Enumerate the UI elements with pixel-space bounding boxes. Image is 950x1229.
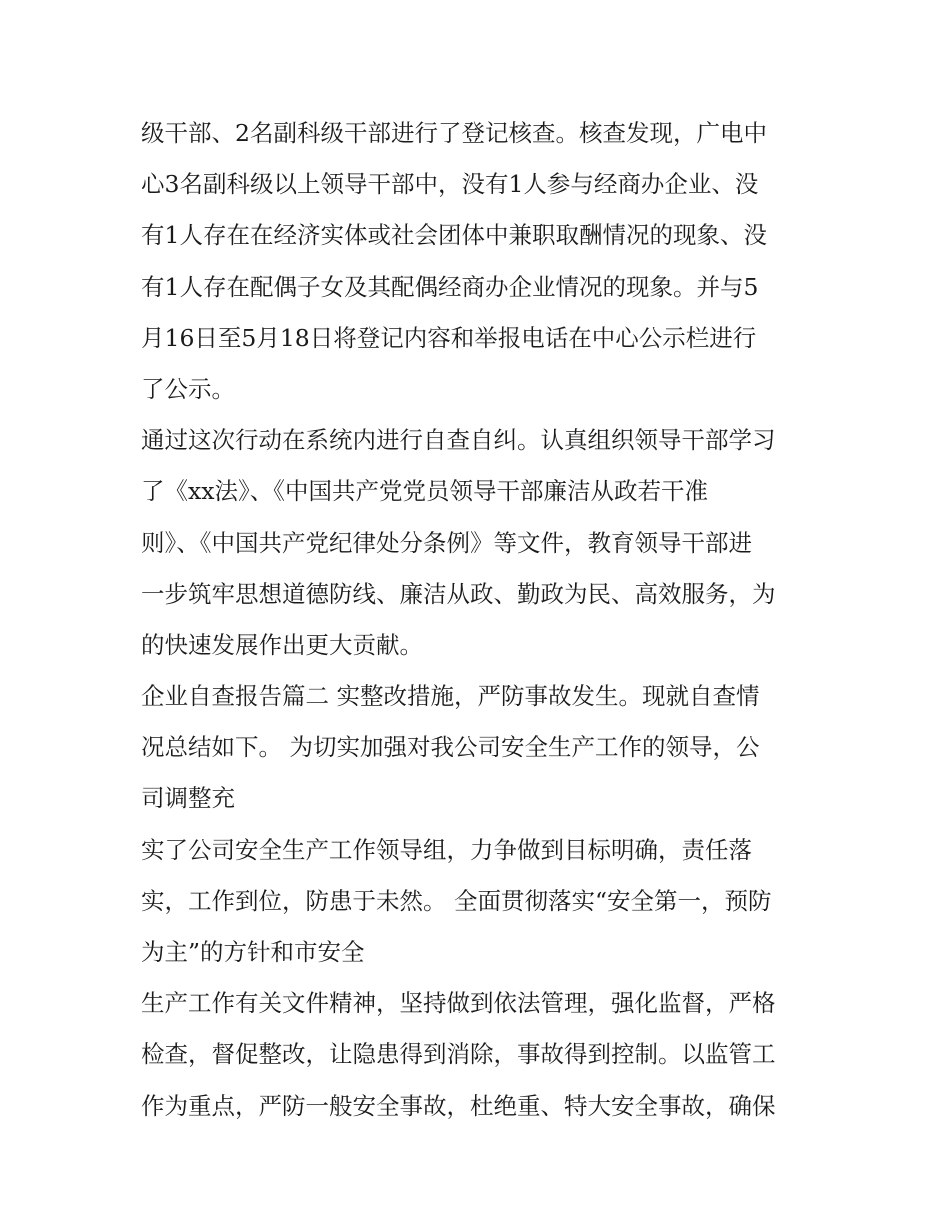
text-line: 级干部、2名副科级干部进行了登记核查。核查发现，广电中 <box>141 119 767 147</box>
text-line: 司调整充 <box>141 784 235 813</box>
text-line: 有1人存在配偶子女及其配偶经商办企业情况的现象。并与5 <box>141 272 759 301</box>
text-line: 月16日至5月18日将登记内容和举报电话在中心公示栏进行 <box>141 323 757 352</box>
text-line: 通过这次行动在系统内进行自查自纠。认真组织领导干部学习 <box>141 426 776 455</box>
text-line: 作为重点，严防一般安全事故，杜绝重、特大安全事故，确保 <box>141 1091 776 1120</box>
text-line: 实，工作到位，防患于未然。 全面贯彻落实“安全第一，预防 <box>141 886 772 915</box>
text-line: 一步筑牢思想道德防线、廉洁从政、勤政为民、高效服务，为 <box>141 579 776 608</box>
text-line: 了《xx法》、《中国共产党党员领导干部廉洁从政若干准 <box>141 477 709 506</box>
text-line: 了公示。 <box>141 374 235 403</box>
text-line: 则》、《中国共产党纪律处分条例》等文件，教育领导干部进 <box>141 528 752 557</box>
text-line: 企业自查报告篇二 实整改措施，严防事故发生。现就自查情 <box>141 682 760 711</box>
text-line: 实了公司安全生产工作领导组，力争做到目标明确，责任落 <box>141 835 752 864</box>
text-line: 况总结如下。 为切实加强对我公司安全生产工作的领导，公 <box>141 733 760 762</box>
document-body <box>141 108 821 1132</box>
text-line: 检查，督促整改，让隐患得到消除，事故得到控制。以监管工 <box>141 1040 776 1069</box>
text-line: 为主”的方针和市安全 <box>141 938 365 966</box>
text-line: 心3名副科级以上领导干部中，没有1人参与经商办企业、没 <box>141 170 759 199</box>
text-line: 生产工作有关文件精神，坚持做到依法管理，强化监督，严格 <box>141 989 776 1018</box>
text-line: 有1人存在在经济实体或社会团体中兼职取酬情况的现象、没 <box>141 221 767 250</box>
text-line: 的快速发展作出更大贡献。 <box>141 630 423 659</box>
